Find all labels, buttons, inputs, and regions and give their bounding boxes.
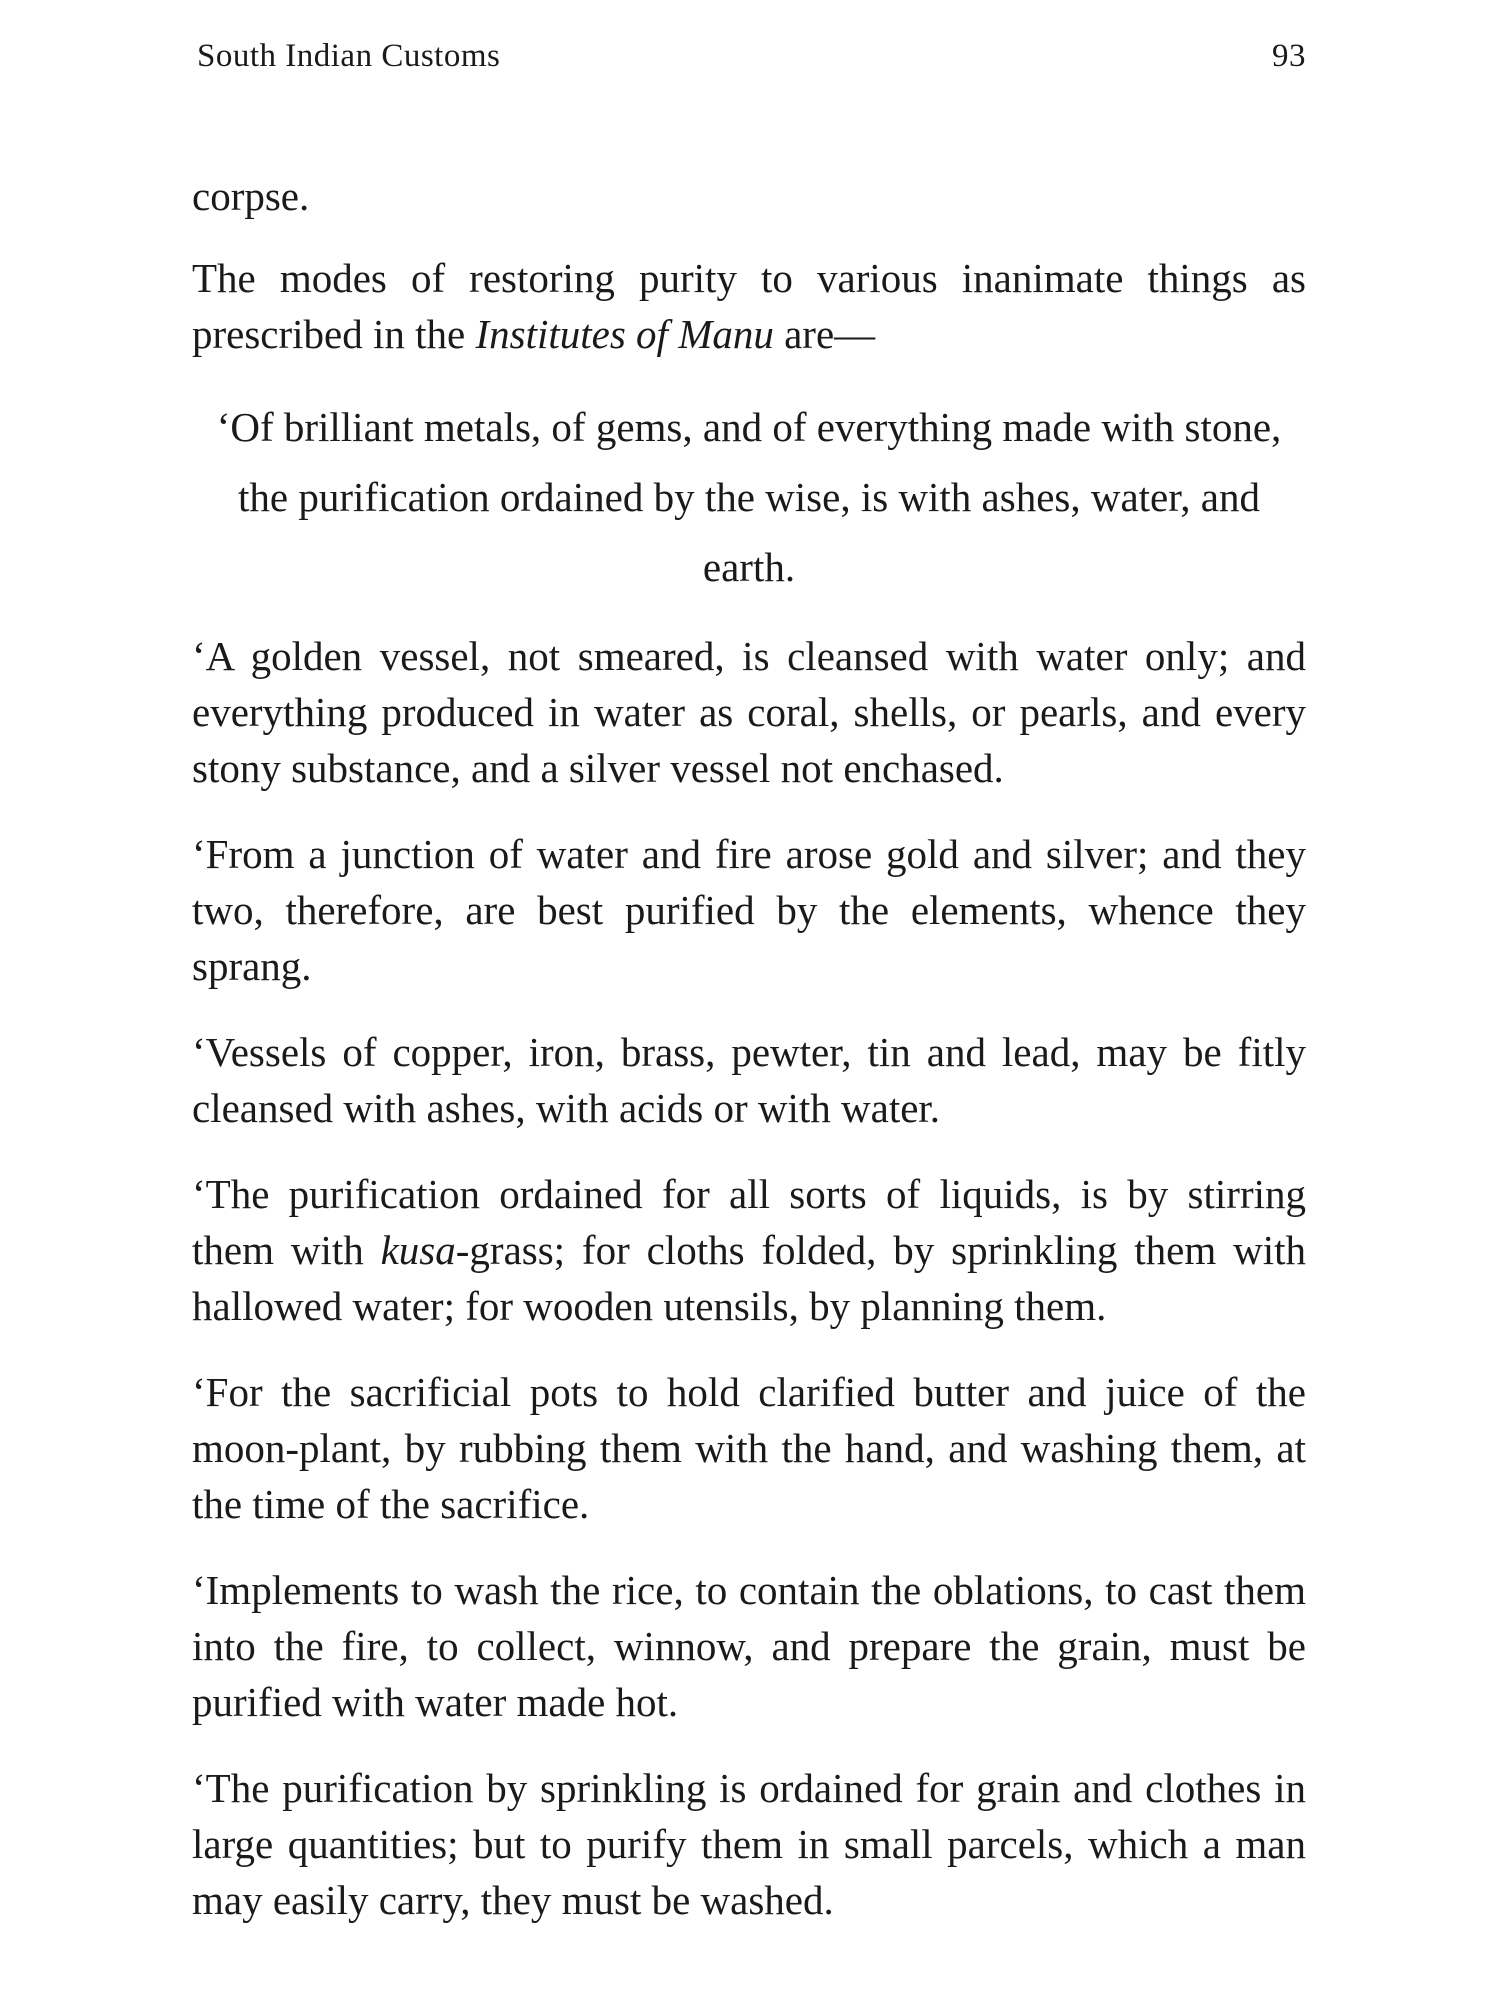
paragraph-liquids [192, 1166, 1306, 1334]
paragraph-liquids-text-b: -grass; for cloths folded, by sprinkling them with hallowed water; for wooden utensils, by planning them. [192, 1227, 1306, 1329]
paragraph-continuation: corpse. [192, 173, 310, 219]
paragraph-metal-vessels: ‘Vessels of copper, iron, brass, pewter, tin and lead, may be fitly cleansed with ashes, with acids or with water. [192, 1029, 1306, 1131]
kusa-italic: kusa [380, 1227, 456, 1273]
paragraph-water-and-fire: ‘From a junction of water and fire arose gold and silver; and they two, therefore, are best purified by the elements, whence they sprang. [192, 831, 1306, 989]
paragraph-intro-text-a: The modes of restoring purity to various inanimate things as prescribed in the [192, 255, 1306, 357]
paragraph-sprinkling: ‘The purification by sprinkling is ordained for grain and clothes in large quantities; but to purify them in small parcels, which a man may easily carry, they must be washed. [192, 1765, 1306, 1923]
paragraph-liquids-text-a: ‘The purification ordained for all sorts of liquids, is by stirring them with [192, 1171, 1306, 1273]
book-title-italic: Institutes of Manu [475, 311, 774, 357]
paragraph-sacrificial-pots: ‘For the sacrificial pots to hold clarified butter and juice of the moon-plant, by rubbing them with the hand, and washing them, at the time of the sacrifice. [192, 1369, 1306, 1527]
body-text [192, 168, 1306, 1958]
running-title: South Indian Customs [197, 38, 501, 74]
paragraph-intro-text-b: are— [773, 311, 876, 357]
paragraph-intro [192, 250, 1306, 362]
running-head [197, 36, 1306, 76]
paragraph-implements: ‘Implements to wash the rice, to contain the oblations, to cast them into the fire, to collect, winnow, and prepare the grain, must be purified with water made hot. [192, 1567, 1306, 1725]
paragraph-quote-centered: ‘Of brilliant metals, of gems, and of everything made with stone, the purification ordained by the wise, is with ashes, water, and earth. [216, 404, 1282, 590]
paragraph-golden-vessel: ‘A golden vessel, not smeared, is cleansed with water only; and everything produced in water as coral, shells, or pearls, and every stony substance, and a silver vessel not enchased. [192, 633, 1306, 791]
page-number: 93 [1272, 38, 1306, 74]
